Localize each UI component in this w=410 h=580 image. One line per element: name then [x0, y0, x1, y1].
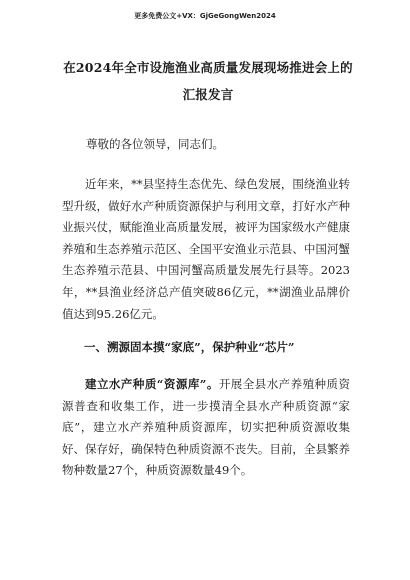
paragraph-resource-bank	[62, 374, 350, 482]
paragraph-lead: 建立水产种质“资源库”。	[85, 377, 219, 391]
paragraph-body: 开展全县水产养殖种质资源普查和收集工作，进一步摸清全县水产种质资源“家底”，建立水产养殖种质资源库，切实把种质资源收集好、保存好，确保特色种质资源不丧失。目前，全县繁养物种数量27个，种质资源数量49个。	[62, 377, 350, 478]
section-heading: 一、溯源固本摸“家底”，保护种业“芯片”	[84, 340, 295, 354]
document-title: 在2024年全市设施渔业高质量发展现场推进会上的汇报发言	[63, 60, 353, 102]
paragraph-intro: 近年来，**县坚持生态优先、绿色发展，围绕渔业转型升级，做好水产种质资源保护与利用文章，打好水产种业振兴仗，赋能渔业高质量发展，被评为国家级水产健康养殖和生态养殖示范区、全国平安渔业示范县、中国河蟹生态养殖示范县、中国河蟹高质量发展先行县等。2023年，**县渔业经济总产值突破86亿元，**湖渔业品牌价值达到95.26亿元。	[62, 177, 350, 321]
header-note: 更多免费公文+VX：GjGeGongWen2024	[134, 12, 276, 20]
salutation: 尊敬的各位领导，同志们。	[86, 137, 224, 151]
